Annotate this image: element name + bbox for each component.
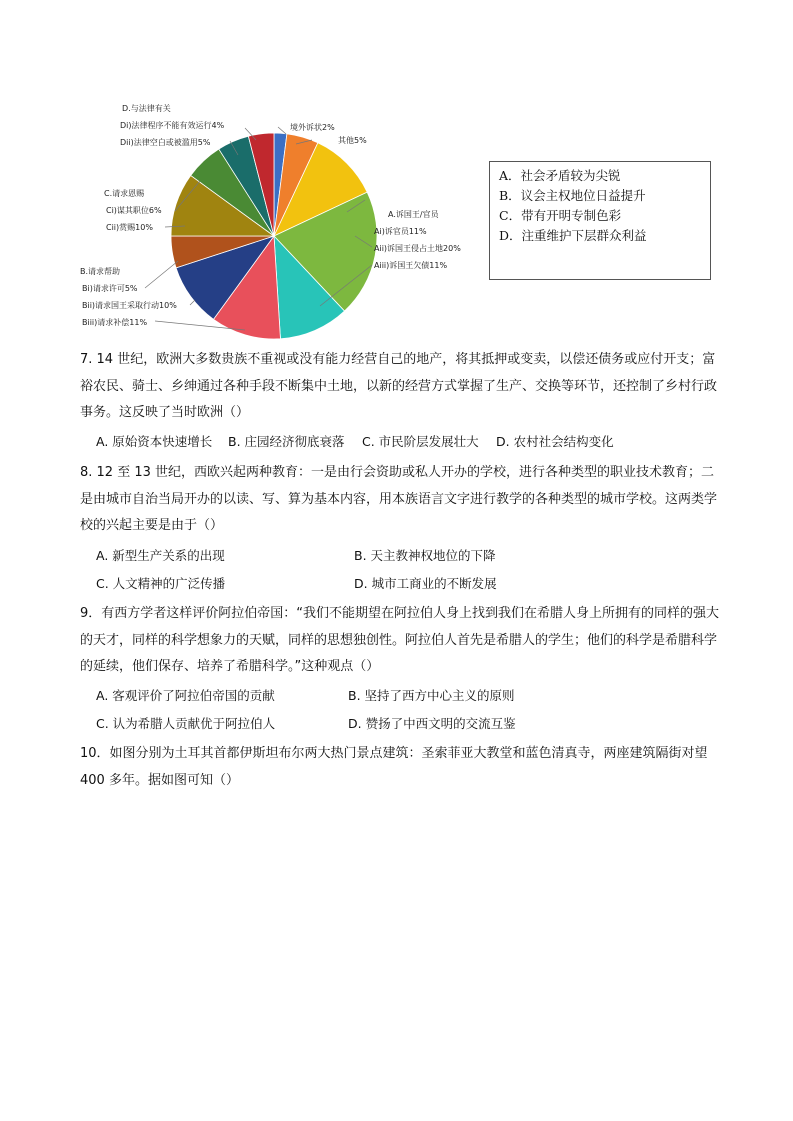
label-ci: Ci)谋其职位6% (106, 206, 162, 215)
label-d: D.与法律有关 (122, 104, 171, 113)
question-10-text: 10．如图分别为土耳其首都伊斯坦布尔两大热门景点建筑：圣索菲亚大教堂和蓝色清真寺，两座建筑隔街对望 400 多年。据如图可知（） (80, 746, 708, 788)
question-9-text: 9．有西方学者这样评价阿拉伯帝国：“我们不能期望在阿拉伯人身上找到我们在希腊人身上所拥有的同样的强大的天才，同样的科学想象力的天赋，同样的思想独创性。阿拉伯人首先是希腊人的学生；他们的科学是希腊科学的延续，他们保存、培养了希腊科学。”这种观点（） (80, 606, 720, 674)
label-c: C.请求恩赐 (104, 189, 145, 198)
q7-option-d[interactable]: D. 农村社会结构变化 (496, 434, 614, 449)
label-other: 其他5% (338, 136, 367, 145)
question-7 (80, 347, 720, 427)
question-9 (80, 601, 720, 681)
label-bi: Bi)请求许可5% (82, 284, 138, 293)
label-out: 境外诉状2% (290, 123, 335, 132)
q7-option-b[interactable]: B. 庄园经济彻底衰落 (228, 434, 345, 449)
q8-option-b[interactable]: B. 天主教神权地位的下降 (354, 548, 496, 563)
label-aii: Aii)诉国王侵占土地20% (374, 244, 461, 253)
q9-option-d[interactable]: D. 赞扬了中西文明的交流互鉴 (348, 716, 516, 731)
box-option-a: A．社会矛盾较为尖锐 (499, 168, 621, 183)
label-dii: Dii)法律空白或被滥用5% (120, 138, 211, 147)
label-biii: Biii)请求补偿11% (82, 318, 148, 327)
q8-option-a[interactable]: A. 新型生产关系的出现 (96, 548, 225, 563)
question-10 (80, 741, 720, 794)
label-a: A.诉国王/官员 (388, 210, 439, 219)
label-b: B.请求帮助 (80, 267, 121, 276)
q9-option-b[interactable]: B. 坚持了西方中心主义的原则 (348, 688, 515, 703)
q9-option-c[interactable]: C. 认为希腊人贡献优于阿拉伯人 (96, 716, 276, 731)
label-bii: Bii)请求国王采取行动10% (82, 301, 177, 310)
q7-option-a[interactable]: A. 原始资本快速增长 (96, 434, 213, 449)
q7-option-c[interactable]: C. 市民阶层发展壮大 (362, 434, 479, 449)
box-option-c: C．带有开明专制色彩 (499, 208, 622, 223)
box-option-d: D．注重维护下层群众利益 (499, 228, 647, 243)
question-7-text: 7. 14 世纪，欧洲大多数贵族不重视或没有能力经营自己的地产，将其抵押或变卖，以偿还债务或应付开支；富裕农民、骑士、乡绅通过各种手段不断集中土地，以新的经营方式掌握了生产、交换等环节，还控制了乡村行政事务。这反映了当时欧洲（） (80, 352, 718, 420)
label-aiii: Aiii)诉国王欠债11% (374, 261, 448, 270)
q8-option-c[interactable]: C. 人文精神的广泛传播 (96, 576, 226, 591)
box-option-b: B．议会主权地位日益提升 (499, 188, 646, 203)
answer-options-box (489, 161, 711, 280)
q9-option-a[interactable]: A. 客观评价了阿拉伯帝国的贡献 (96, 688, 275, 703)
pie-chart (0, 90, 500, 350)
pie-slices (171, 133, 377, 339)
label-di: Di)法律程序不能有效运行4% (120, 121, 225, 130)
q8-option-d[interactable]: D. 城市工商业的不断发展 (354, 576, 497, 591)
label-cii: Cii)赏赐10% (106, 223, 153, 232)
question-8 (80, 460, 720, 540)
label-ai: Ai)诉官员11% (374, 227, 427, 236)
question-8-text: 8. 12 至 13 世纪，西欧兴起两种教育：一是由行会资助或私人开办的学校，进行各种类型的职业技术教育；二是由城市自治当局开办的以读、写、算为基本内容，用本族语言文字进行教学的各种类型的城市学校。这两类学校的兴起主要是由于（） (80, 465, 718, 533)
